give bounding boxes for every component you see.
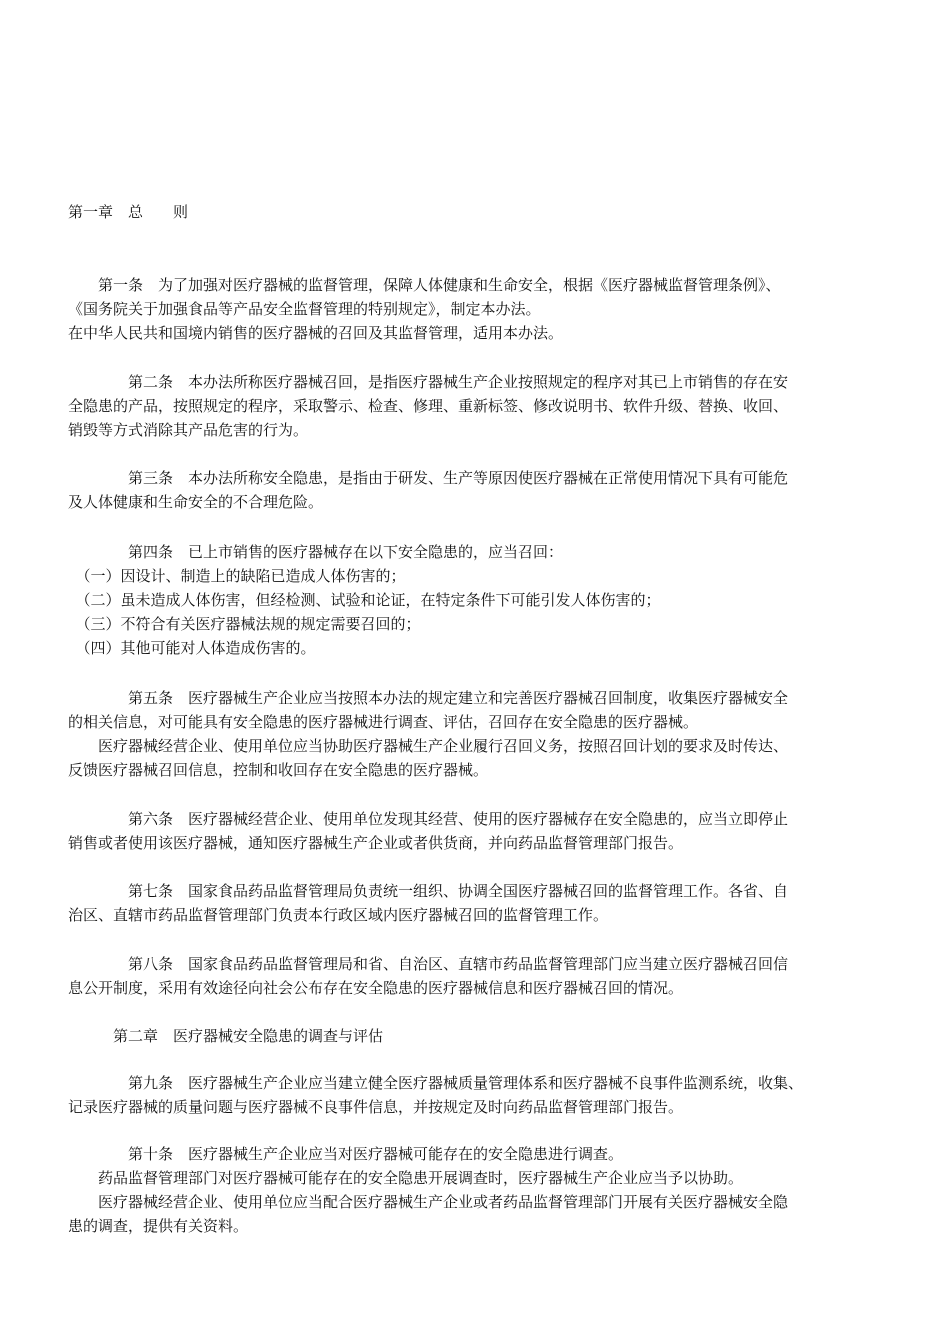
article-9-line-1: 第九条 医疗器械生产企业应当建立健全医疗器械质量管理体系和医疗器械不良事件监测系统，收集、 <box>68 1074 804 1092</box>
article-1-line-3: 在中华人民共和国境内销售的医疗器械的召回及其监督管理，适用本办法。 <box>68 324 564 342</box>
article-7-line-2: 治区、直辖市药品监督管理部门负责本行政区域内医疗器械召回的监督管理工作。 <box>68 906 609 924</box>
article-10-line-4: 患的调查，提供有关资料。 <box>68 1217 249 1235</box>
article-10-line-3: 医疗器械经营企业、使用单位应当配合医疗器械生产企业或者药品监督管理部门开展有关医疗器械安全隐 <box>68 1193 789 1211</box>
article-4-item-1: （一）因设计、制造上的缺陷已造成人体伤害的； <box>68 567 406 585</box>
article-2-line-1: 第二条 本办法所称医疗器械召回，是指医疗器械生产企业按照规定的程序对其已上市销售的存在安 <box>68 373 789 391</box>
article-3-line-2: 及人体健康和生命安全的不合理危险。 <box>68 493 324 511</box>
article-5-line-4: 反馈医疗器械召回信息，控制和收回存在安全隐患的医疗器械。 <box>68 761 489 779</box>
article-3-line-1: 第三条 本办法所称安全隐患，是指由于研发、生产等原因使医疗器械在正常使用情况下具有可能危 <box>68 469 789 487</box>
chapter-1-heading: 第一章 总 则 <box>68 203 189 221</box>
article-8-line-2: 息公开制度，采用有效途径向社会公布存在安全隐患的医疗器械信息和医疗器械召回的情况。 <box>68 979 684 997</box>
article-2-line-2: 全隐患的产品，按照规定的程序，采取警示、检查、修理、重新标签、修改说明书、软件升级、替换、收回、 <box>68 397 789 415</box>
article-1-line-2: 《国务院关于加强食品等产品安全监督管理的特别规定》，制定本办法。 <box>68 300 541 318</box>
article-5-line-2: 的相关信息，对可能具有安全隐患的医疗器械进行调查、评估，召回存在安全隐患的医疗器械。 <box>68 713 699 731</box>
article-4-line-1: 第四条 已上市销售的医疗器械存在以下安全隐患的，应当召回： <box>68 543 564 561</box>
chapter-2-heading: 第二章 医疗器械安全隐患的调查与评估 <box>68 1027 384 1045</box>
article-4-item-2: （二）虽未造成人体伤害，但经检测、试验和论证，在特定条件下可能引发人体伤害的； <box>68 591 661 609</box>
article-9-line-2: 记录医疗器械的质量问题与医疗器械不良事件信息，并按规定及时向药品监督管理部门报告。 <box>68 1098 684 1116</box>
article-7-line-1: 第七条 国家食品药品监督管理局负责统一组织、协调全国医疗器械召回的监督管理工作。各省、自 <box>68 882 789 900</box>
article-10-line-2: 药品监督管理部门对医疗器械可能存在的安全隐患开展调查时，医疗器械生产企业应当予以协助。 <box>68 1169 744 1187</box>
article-6-line-2: 销售或者使用该医疗器械，通知医疗器械生产企业或者供货商，并向药品监督管理部门报告。 <box>68 834 684 852</box>
article-6-line-1: 第六条 医疗器械经营企业、使用单位发现其经营、使用的医疗器械存在安全隐患的，应当立即停止 <box>68 810 789 828</box>
article-5-line-1: 第五条 医疗器械生产企业应当按照本办法的规定建立和完善医疗器械召回制度，收集医疗器械安全 <box>68 689 789 707</box>
article-2-line-3: 销毁等方式消除其产品危害的行为。 <box>68 421 309 439</box>
article-8-line-1: 第八条 国家食品药品监督管理局和省、自治区、直辖市药品监督管理部门应当建立医疗器械召回信 <box>68 955 789 973</box>
article-10-line-1: 第十条 医疗器械生产企业应当对医疗器械可能存在的安全隐患进行调查。 <box>68 1145 624 1163</box>
article-5-line-3: 医疗器械经营企业、使用单位应当协助医疗器械生产企业履行召回义务，按照召回计划的要求及时传达、 <box>68 737 789 755</box>
article-4-item-3: （三）不符合有关医疗器械法规的规定需要召回的； <box>68 615 421 633</box>
article-4-item-4: （四）其他可能对人体造成伤害的。 <box>68 639 316 657</box>
article-1-line-1: 第一条 为了加强对医疗器械的监督管理，保障人体健康和生命安全，根据《医疗器械监督管理条例》、 <box>68 276 781 294</box>
